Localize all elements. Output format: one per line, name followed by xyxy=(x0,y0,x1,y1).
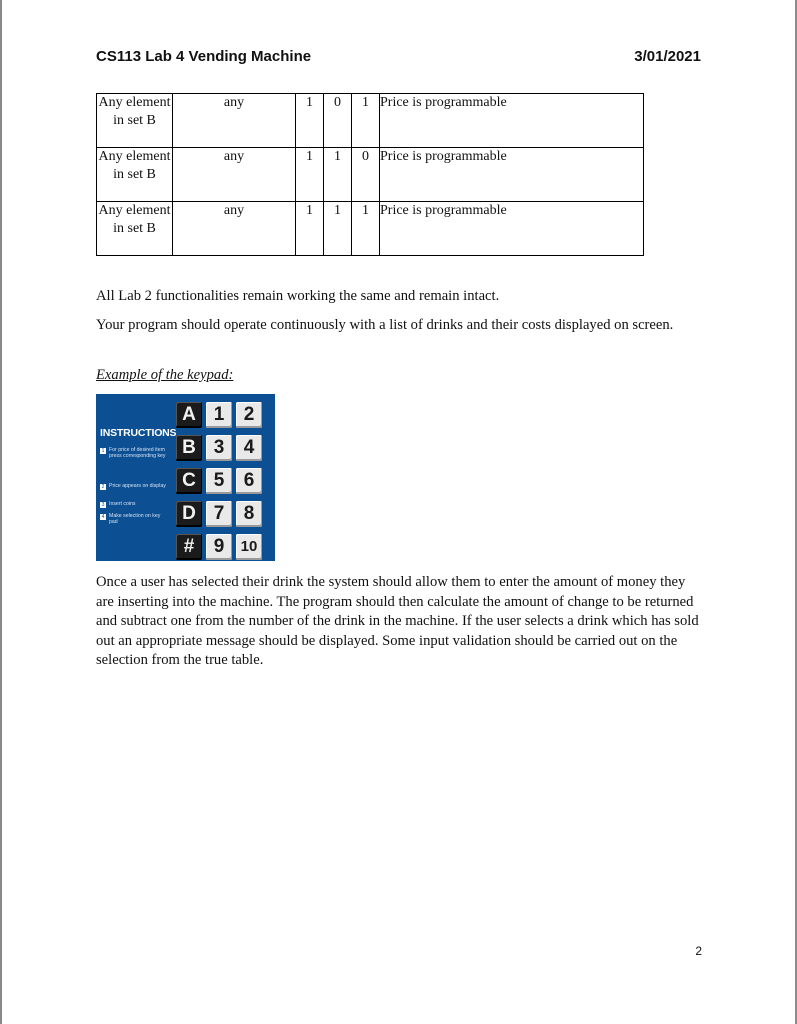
key-10: 10 xyxy=(236,534,262,560)
key-hash: # xyxy=(176,534,202,560)
instruction-step xyxy=(100,484,176,490)
element-cell: Any element in set B xyxy=(97,148,173,202)
description-cell: Price is programmable xyxy=(380,148,644,202)
key-2: 2 xyxy=(236,402,262,428)
document-title: CS113 Lab 4 Vending Machine xyxy=(96,48,312,65)
table-row xyxy=(97,148,644,202)
paragraph-operation: Once a user has selected their drink the system should allow them to enter the amount of money they are inserting into the machine. The program should then calculate the amount of change to be returned and subtract one from the number of the drink in the machine. If the user selects a drink which has sold out an appropriate message should be displayed. Some input validation should be carried out on the selection from the true table. xyxy=(96,574,699,668)
bit-cell: 0 xyxy=(324,94,352,148)
any-cell: any xyxy=(173,94,296,148)
paragraph-continuous: Your program should operate continuously with a list of drinks and their costs displayed on screen. xyxy=(96,317,674,333)
truth-table xyxy=(96,93,644,256)
keypad-keys xyxy=(176,402,262,560)
bit-cell: 0 xyxy=(352,148,380,202)
instructions-title: INSTRUCTIONS xyxy=(100,427,177,439)
key-a: A xyxy=(176,402,202,428)
element-cell: Any element in set B xyxy=(97,202,173,256)
instruction-step xyxy=(100,448,176,459)
key-1: 1 xyxy=(206,402,232,428)
document-date: 3/01/2021 xyxy=(634,48,701,65)
bit-cell: 1 xyxy=(296,94,324,148)
step-text: For price of desired item press corresponding key xyxy=(109,447,166,459)
step-text: Price appears on display xyxy=(109,483,166,489)
bit-cell: 1 xyxy=(352,94,380,148)
page-number: 2 xyxy=(695,944,702,958)
any-cell: any xyxy=(173,148,296,202)
step-number: 3 xyxy=(101,502,105,508)
element-cell: Any element in set B xyxy=(97,94,173,148)
page-header xyxy=(96,48,701,65)
instruction-step xyxy=(100,514,176,525)
bit-cell: 1 xyxy=(324,202,352,256)
step-text: Insert coins xyxy=(109,501,136,507)
bit-cell: 1 xyxy=(296,202,324,256)
instruction-step xyxy=(100,502,176,508)
bit-cell: 1 xyxy=(352,202,380,256)
table-row xyxy=(97,202,644,256)
key-7: 7 xyxy=(206,501,232,527)
key-8: 8 xyxy=(236,501,262,527)
key-4: 4 xyxy=(236,435,262,461)
key-d: D xyxy=(176,501,202,527)
keypad-image xyxy=(96,394,275,561)
bit-cell: 1 xyxy=(296,148,324,202)
table-row xyxy=(97,94,644,148)
step-number: 2 xyxy=(101,484,105,490)
key-5: 5 xyxy=(206,468,232,494)
description-cell: Price is programmable xyxy=(380,94,644,148)
key-b: B xyxy=(176,435,202,461)
key-c: C xyxy=(176,468,202,494)
key-3: 3 xyxy=(206,435,232,461)
step-text: Make selection on key pad xyxy=(109,513,161,525)
step-number: 4 xyxy=(101,514,105,520)
key-9: 9 xyxy=(206,534,232,560)
bit-cell: 1 xyxy=(324,148,352,202)
key-6: 6 xyxy=(236,468,262,494)
step-number: 1 xyxy=(101,448,105,454)
any-cell: any xyxy=(173,202,296,256)
keypad-caption: Example of the keypad: xyxy=(96,367,234,383)
description-cell: Price is programmable xyxy=(380,202,644,256)
paragraph-lab2: All Lab 2 functionalities remain working the same and remain intact. xyxy=(96,288,500,304)
